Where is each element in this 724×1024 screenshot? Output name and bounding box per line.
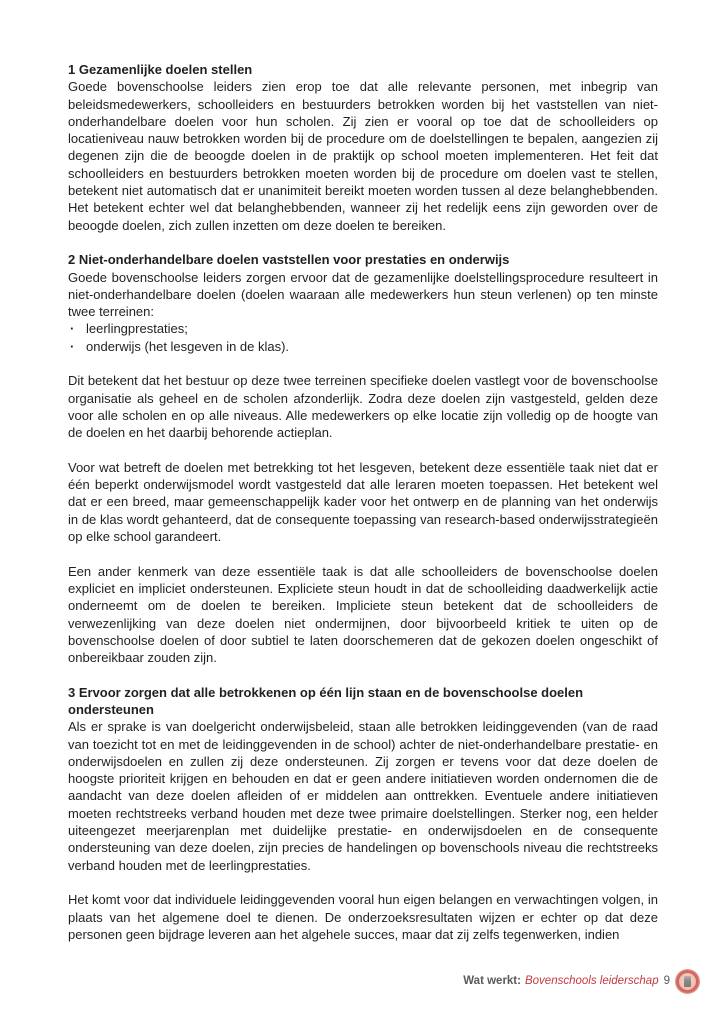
list-item-text: leerlingprestaties;: [86, 321, 188, 337]
section-betrokkenen-op-een-lijn: [68, 684, 658, 943]
book-spine-icon: [684, 976, 691, 987]
book-badge-icon: [676, 970, 699, 993]
list-item-text: onderwijs (het lesgeven in de klas).: [86, 338, 290, 354]
series-label: Wat werkt:: [463, 975, 521, 987]
section-niet-onderhandelbare-doelen: [68, 251, 658, 666]
bullet-list: [68, 320, 658, 355]
section-heading: 2 Niet-onderhandelbare doelen vaststellen voor prestaties en onderwijs: [68, 252, 510, 268]
list-item: [68, 338, 658, 355]
bullet-icon: ·: [70, 338, 75, 354]
page-content: [68, 61, 658, 960]
body-paragraph: Dit betekent dat het bestuur op deze twee terreinen specifieke doelen vastlegt voor de bovenschoolse organisatie als geheel en de scholen afzonderlijk. Zodra deze doelen zijn vastgesteld, gelden deze voor alle scholen en op alle niveaus. Alle medewerkers op elke locatie zijn volledig op de hoogte van de doelen en het daarbij behorende actieplan.: [68, 373, 658, 441]
page-number: 9: [663, 975, 670, 987]
book-title: Bovenschools leiderschap: [524, 975, 659, 987]
body-paragraph: Een ander kenmerk van deze essentiële taak is dat alle schoolleiders de bovenschoolse doelen expliciet en impliciet ondersteunen. Expliciete steun houdt in dat de schoolleiding daadwerkelijk actie onderneemt om de doelen te bereiken. Impliciete steun betekent dat de schoolleiders de verwezenlijking van deze doelen niet ondermijnen, door bijvoorbeeld kritiek te uiten op de bovenschoolse doelen of door subtiel te laten doorschemeren dat de gekozen doelen ongeschikt of onbereikbaar zouden zijn.: [68, 563, 658, 666]
section-heading: 1 Gezamenlijke doelen stellen: [68, 62, 253, 77]
body-paragraph: Als er sprake is van doelgericht onderwijsbeleid, staan alle betrokken leidinggevenden (van de raad van toezicht tot en met de leidinggevenden in de school) achter de niet-onderhandelbare prestatie- en onderwijsdoelen en zullen zij deze ondersteunen. Zij zorgen er tevens voor dat deze doelen de hoogste prioriteit krijgen en behouden en dat er geen andere initiatieven worden ondernomen die de aandacht van deze doelen afleiden of er middelen aan onttrekken. Eventuele andere initiatieven moeten rechtstreeks verband houden met deze twee primaire doelstellingen. Sterker nog, een helder uiteengezet meerjarenplan met duidelijke prestatie- en onderwijsdoelen en de consequente ondersteuning van deze doelen, zijn precies de handelingen op bovenschools niveau die rechtstreeks verband houden met de leerlingprestaties.: [68, 719, 658, 873]
body-paragraph: Goede bovenschoolse leiders zorgen ervoor dat de gezamenlijke doelstellingsprocedure resulteert in niet-onderhandelbare doelen (doelen waaraan alle medewerkers hun steun verlenen) op ten minste twee terreinen:: [68, 269, 658, 320]
body-paragraph: Het komt voor dat individuele leidinggevenden vooral hun eigen belangen en verwachtingen volgen, in plaats van het algemene doel te dienen. De onderzoeksresultaten wijzen er echter op dat deze personen geen bijdrage leveren aan het algehele succes, maar dat zij zelfs tegenwerken, indien: [68, 892, 658, 942]
body-paragraph: Voor wat betreft de doelen met betrekking tot het lesgeven, betekent deze essentiële taak niet dat er één beperkt onderwijsmodel wordt vastgesteld dat alle leraren moeten toepassen. Het betekent wel dat er een breed, maar gemeenschappelijk kader voor het ontwerp en de planning van het onderwijs in de klas wordt gehanteerd, dat de consequente toepassing van research-based onderwijsstrategieën op elke school garandeert.: [68, 459, 658, 545]
body-paragraph: Goede bovenschoolse leiders zien erop toe dat alle relevante personen, met inbegrip van beleidsmedewerkers, schoolleiders en bestuurders betrokken worden bij het vaststellen van niet-onderhandelbare doelen voor hun scholen. Zij zien er vooral op toe dat de schoolleiders op locatieniveau nauw betrokken worden bij de procedure om de doelstellingen te bepalen, aangezien zij degenen zijn die de beoogde doelen in de praktijk op school moeten implementeren. Het feit dat schoolleiders en bestuurders betrokken moeten worden bij de procedure om doelen vast te stellen, betekent niet automatisch dat er unanimiteit bereikt moeten worden tussen al deze belanghebbenden. Het betekent echter wel dat belanghebbenden, wanneer zij het redelijk eens zijn geworden over de beoogde doelen, zich zullen inzetten om deze doelen te bereiken.: [68, 79, 658, 233]
page-footer: [463, 969, 699, 993]
section-heading: 3 Ervoor zorgen dat alle betrokkenen op één lijn staan en de bovenschoolse doelen ondersteunen: [68, 684, 584, 717]
bullet-icon: ·: [70, 321, 75, 337]
list-item: [68, 320, 658, 337]
section-gezamenlijke-doelen: [68, 61, 658, 234]
